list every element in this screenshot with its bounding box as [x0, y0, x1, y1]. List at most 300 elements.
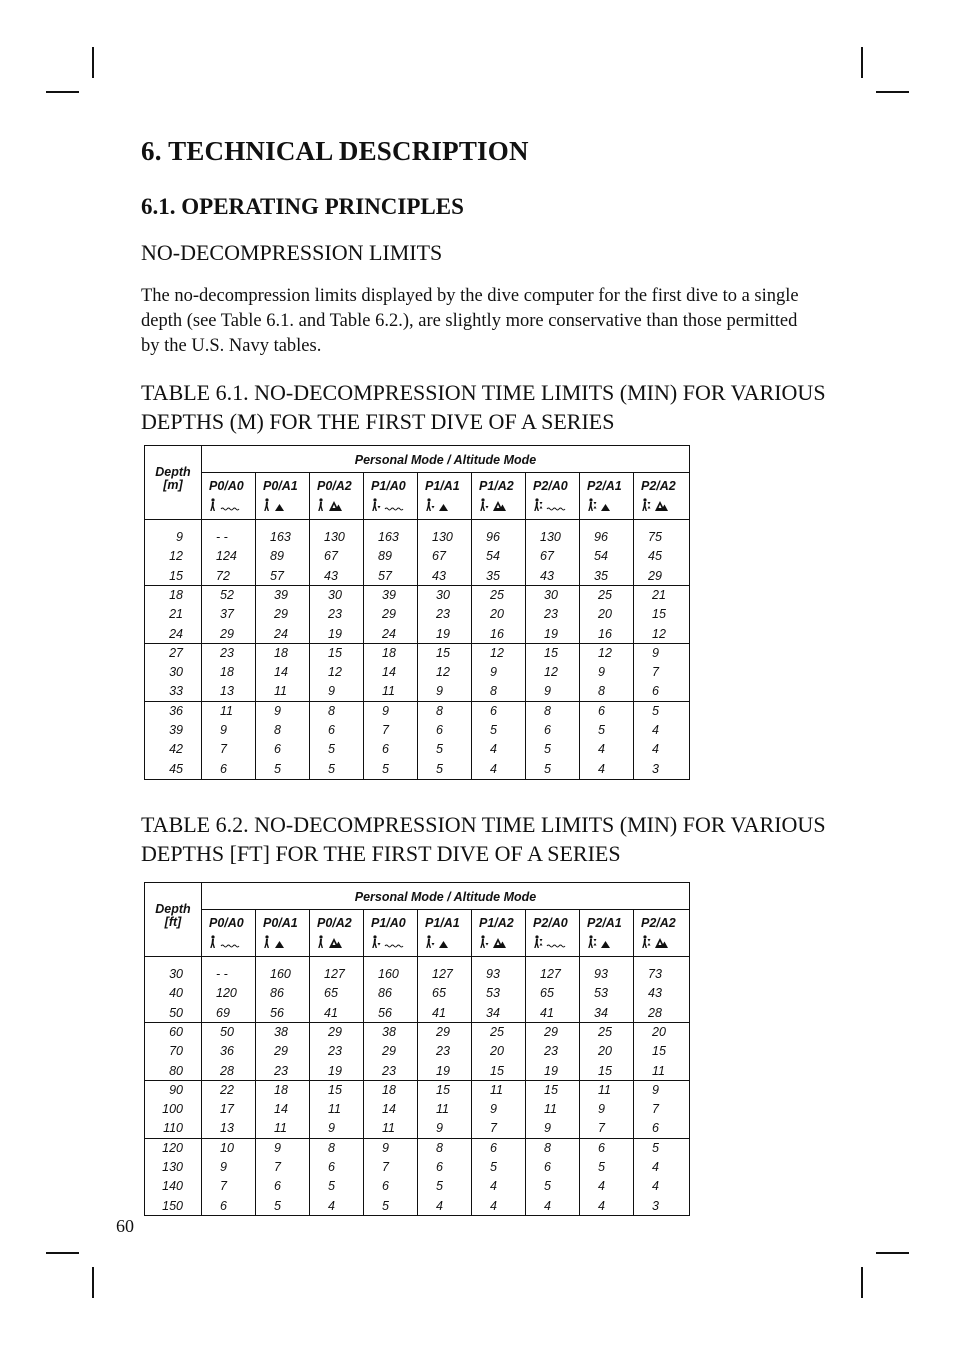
table-cell: 9 [220, 723, 227, 737]
diver-p2-icon [588, 498, 596, 511]
table-cell: 29 [436, 1024, 450, 1039]
table-cell: 20 [490, 1044, 504, 1059]
table-cell: 18 [274, 645, 288, 660]
table-cell: 29 [274, 607, 288, 622]
table-cell: 11 [274, 684, 287, 699]
diver-p2-icon [534, 935, 542, 948]
table-cell: 96 [486, 530, 500, 544]
table-cell: 34 [594, 1005, 608, 1020]
table-cell: 4 [598, 742, 605, 757]
depth-header: [m] [163, 478, 183, 492]
depth-cell: 30 [169, 665, 183, 680]
column-divider [363, 519, 364, 779]
table-cell: 14 [382, 1102, 396, 1117]
diver-p1-icon [426, 935, 434, 948]
table-cell: 25 [598, 587, 612, 602]
depth-cell: 100 [162, 1102, 183, 1117]
table-cell: 53 [486, 986, 500, 1001]
column-header [580, 473, 634, 519]
table-cell: 11 [274, 1121, 287, 1136]
table-cell: 23 [436, 607, 450, 622]
table-cell: 11 [382, 684, 395, 699]
mode-icon [479, 498, 513, 513]
column-header [310, 910, 364, 956]
table-cell: 41 [324, 1005, 338, 1020]
mode-icon [263, 935, 297, 950]
column-divider [633, 519, 634, 779]
depth-header: [ft] [164, 915, 182, 929]
table-cell: 28 [220, 1063, 234, 1078]
chapter-heading: 6. TECHNICAL DESCRIPTION [141, 136, 529, 166]
table-cell: 24 [274, 626, 288, 641]
table-cell: 6 [328, 1160, 335, 1174]
table-cell: 43 [648, 986, 662, 1001]
table-cell: 3 [652, 1198, 659, 1213]
table-cell: 130 [540, 530, 561, 544]
table-cell: 36 [220, 1044, 234, 1059]
table-cell: 65 [540, 986, 554, 1001]
table-cell: 15 [652, 607, 666, 622]
table-cell: 20 [598, 607, 612, 622]
table-cell: 41 [540, 1005, 554, 1020]
table-cell: 5 [436, 1179, 443, 1194]
depth-cell: 18 [169, 587, 183, 602]
table-cell: 6 [328, 723, 335, 737]
table-cell: 5 [544, 1179, 551, 1194]
diver-p2-icon [588, 935, 596, 948]
diver-p0-icon [318, 498, 323, 511]
table-cell: 56 [378, 1005, 392, 1020]
table-cell: 29 [382, 607, 396, 622]
small-mountain-icon [439, 504, 448, 511]
table-cell: 11 [220, 703, 233, 718]
column-header [472, 473, 526, 519]
table-cell: 4 [544, 1198, 551, 1213]
table-cell: 89 [378, 549, 392, 564]
table-cell: 4 [490, 1198, 497, 1213]
table-cell: 11 [490, 1082, 503, 1097]
table-cell: 6 [490, 1140, 497, 1155]
column-header [364, 473, 418, 519]
column-header-label: P0/A1 [263, 916, 298, 930]
table-cell: 93 [486, 967, 500, 981]
table-cell: 53 [594, 986, 608, 1001]
table-cell: 9 [436, 1121, 443, 1136]
depth-cell: 24 [169, 626, 183, 641]
diver-p2-icon [642, 935, 650, 948]
table-cell: 16 [598, 626, 612, 641]
table-cell: 11 [382, 1121, 395, 1136]
column-header-label: P1/A2 [479, 916, 514, 930]
depth-cell: 12 [169, 549, 183, 564]
table-cell: 75 [648, 530, 662, 544]
column-header-label: P0/A2 [317, 479, 352, 493]
table-cell: 7 [652, 665, 659, 680]
column-header-label: P2/A0 [533, 916, 568, 930]
crop-mark [46, 1252, 79, 1254]
column-divider [255, 519, 256, 779]
table-cell: 37 [220, 607, 234, 622]
mode-icon [317, 935, 351, 950]
table-cell: 130 [432, 530, 453, 544]
diver-p1-icon [480, 498, 488, 511]
table-cell: 23 [382, 1063, 396, 1078]
table-cell: 13 [220, 684, 234, 699]
table-cell: 12 [598, 645, 612, 660]
depth-cell: 40 [169, 986, 183, 1001]
column-divider [579, 956, 580, 1215]
table-cell: 9 [274, 703, 281, 718]
diver-p0-icon [264, 935, 269, 948]
table-cell: 5 [274, 761, 281, 776]
table-cell: 29 [220, 626, 234, 641]
sea-level-waves-icon [547, 945, 565, 947]
table-cell: 72 [216, 568, 230, 583]
mode-icon [533, 935, 567, 950]
depth-cell: 140 [162, 1179, 183, 1194]
mode-icon [209, 498, 243, 513]
diver-p1-icon [372, 498, 380, 511]
table-cell: 39 [274, 587, 288, 602]
table-cell: 5 [490, 723, 497, 737]
table1-caption: TABLE 6.1. NO-DECOMPRESSION TIME LIMITS (MIN) FOR VARIOUS DEPTHS (M) FOR THE FIRST DIVE OF A SERIES [141, 380, 826, 434]
table-cell: 21 [652, 587, 666, 602]
table-cell: 4 [652, 742, 659, 757]
table-cell: 15 [436, 1082, 450, 1097]
table-cell: 8 [490, 684, 497, 699]
table-cell: 6 [274, 1179, 281, 1194]
column-header-label: P2/A2 [641, 916, 676, 930]
table-cell: 5 [598, 1160, 605, 1174]
sea-level-waves-icon [385, 945, 403, 947]
column-header [418, 910, 472, 956]
section-heading: 6.1. OPERATING PRINCIPLES [141, 194, 464, 219]
table-cell: 4 [490, 1179, 497, 1194]
table-cell: 9 [652, 645, 659, 660]
subsection-heading: NO-DECOMPRESSION LIMITS [141, 240, 443, 265]
twin-mountain-icon [655, 501, 668, 511]
table-cell: 20 [490, 607, 504, 622]
twin-mountain-icon [493, 938, 506, 948]
mode-icon [533, 498, 567, 513]
table-cell: 28 [648, 1005, 662, 1020]
diver-p1-icon [372, 935, 380, 948]
table-cell: 4 [328, 1198, 335, 1213]
table-cell: 19 [328, 1063, 342, 1078]
table-cell: 6 [382, 742, 389, 757]
crop-mark [861, 1267, 863, 1298]
column-header [256, 910, 310, 956]
table-cell: 86 [270, 986, 284, 1001]
table-cell: 35 [486, 568, 500, 583]
table-cell: 15 [436, 645, 450, 660]
table-cell: 50 [220, 1024, 234, 1039]
table-cell: 6 [382, 1179, 389, 1194]
depth-cell: 90 [169, 1082, 183, 1097]
table-cell: 8 [598, 684, 605, 699]
table-cell: 7 [598, 1121, 605, 1136]
table-cell: 16 [490, 626, 504, 641]
table-cell: 86 [378, 986, 392, 1001]
table-cell: 4 [652, 723, 659, 737]
table-cell: 9 [328, 1121, 335, 1136]
table-cell: 120 [216, 986, 237, 1001]
table-cell: 23 [328, 607, 342, 622]
mode-icon [587, 498, 621, 513]
table-cell: 15 [652, 1044, 666, 1059]
table-cell: 57 [378, 568, 392, 583]
table-cell: 9 [544, 684, 551, 699]
mode-icon [371, 935, 405, 950]
table-cell: 22 [220, 1082, 234, 1097]
depth-cell: 130 [162, 1160, 183, 1174]
table-cell: 12 [490, 645, 504, 660]
mode-icon [371, 498, 405, 513]
table-cell: 5 [652, 1140, 659, 1155]
table-cell: 29 [382, 1044, 396, 1059]
table-cell: 41 [432, 1005, 446, 1020]
table-cell: 38 [274, 1024, 288, 1039]
depth-cell: 33 [169, 684, 183, 699]
depth-cell: 15 [169, 568, 183, 583]
column-divider [363, 956, 364, 1215]
depth-cell: 42 [169, 742, 183, 757]
table-cell: 5 [328, 1179, 335, 1194]
column-divider [417, 519, 418, 779]
table-cell: 160 [378, 967, 399, 981]
depth-cell: 30 [169, 967, 183, 981]
mode-icon [209, 935, 243, 950]
table-cell: 18 [274, 1082, 288, 1097]
table-cell: 130 [324, 530, 345, 544]
table-cell: 9 [490, 665, 497, 680]
table-cell: 15 [544, 645, 558, 660]
table-cell: 9 [382, 703, 389, 718]
mode-icon [641, 498, 675, 513]
table-cell: 23 [544, 1044, 558, 1059]
column-header-label: P2/A1 [587, 916, 622, 930]
table-cell: 89 [270, 549, 284, 564]
table-cell: 14 [274, 1102, 288, 1117]
table-cell: 23 [274, 1063, 288, 1078]
column-header [202, 910, 256, 956]
column-header [580, 910, 634, 956]
crop-mark [46, 91, 79, 93]
depth-cell: 150 [162, 1198, 183, 1213]
depth-cell: 110 [163, 1121, 183, 1136]
table-cell: - - [216, 530, 228, 544]
twin-mountain-icon [655, 938, 668, 948]
mode-icon [641, 935, 675, 950]
table-cell: 23 [328, 1044, 342, 1059]
column-header-label: P1/A0 [371, 479, 406, 493]
table-cell: 43 [432, 568, 446, 583]
column-header-label: P2/A0 [533, 479, 568, 493]
column-divider [417, 956, 418, 1215]
table-cell: 5 [382, 1198, 389, 1213]
column-header [256, 473, 310, 519]
column-divider [255, 956, 256, 1215]
table-cell: 8 [436, 703, 443, 718]
table-cell: 6 [436, 1160, 443, 1174]
column-header-label: P1/A0 [371, 916, 406, 930]
table-cell: 15 [328, 1082, 342, 1097]
sea-level-waves-icon [221, 508, 239, 510]
table-cell: 6 [544, 1160, 551, 1174]
table-cell: 15 [328, 645, 342, 660]
column-header-label: P0/A0 [209, 479, 244, 493]
column-header [472, 910, 526, 956]
table-cell: 5 [436, 761, 443, 776]
table-cell: 19 [328, 626, 342, 641]
table-cell: 9 [544, 1121, 551, 1136]
no-deco-table-meters [144, 445, 690, 780]
table-cell: 9 [652, 1082, 659, 1097]
table-cell: 12 [328, 665, 342, 680]
table-cell: 5 [598, 723, 605, 737]
diver-p2-icon [642, 498, 650, 511]
table-cell: 29 [328, 1024, 342, 1039]
intro-paragraph: The no-decompression limits displayed by the dive computer for the first dive to a single depth (see Table 6.1. and Table 6.2.), are slightly more conservative than those permitted by the U.S. Navy tables. [141, 286, 799, 356]
mode-icon [425, 935, 459, 950]
twin-mountain-icon [329, 938, 342, 948]
diver-p0-icon [210, 935, 215, 948]
header-rule [145, 519, 689, 520]
table-cell: 4 [490, 742, 497, 757]
table-cell: 20 [652, 1024, 666, 1039]
table-cell: 56 [270, 1005, 284, 1020]
crop-mark [876, 1252, 909, 1254]
column-divider [471, 956, 472, 1215]
table-cell: 5 [328, 742, 335, 757]
crop-mark [92, 1267, 94, 1298]
small-mountain-icon [601, 941, 610, 948]
column-header-label: P1/A2 [479, 479, 514, 493]
table-cell: 9 [598, 1102, 605, 1117]
table-cell: 4 [598, 761, 605, 776]
sea-level-waves-icon [547, 508, 565, 510]
sea-level-waves-icon [221, 945, 239, 947]
table-cell: 65 [324, 986, 338, 1001]
table-cell: - - [216, 967, 228, 981]
table-cell: 6 [220, 761, 227, 776]
table-cell: 20 [598, 1044, 612, 1059]
table-cell: 12 [544, 665, 558, 680]
table-cell: 4 [652, 1160, 659, 1174]
table-cell: 127 [540, 967, 561, 981]
table-cell: 13 [220, 1121, 234, 1136]
column-divider [525, 956, 526, 1215]
table-cell: 4 [598, 1198, 605, 1213]
column-header [526, 473, 580, 519]
table-cell: 9 [328, 684, 335, 699]
column-divider [579, 519, 580, 779]
diver-p1-icon [426, 498, 434, 511]
table-cell: 30 [328, 587, 342, 602]
table-cell: 6 [490, 703, 497, 718]
crop-mark [92, 47, 94, 78]
table-cell: 9 [490, 1102, 497, 1117]
column-divider [309, 519, 310, 779]
table-cell: 29 [648, 568, 662, 583]
table-cell: 9 [382, 1140, 389, 1155]
column-header [364, 910, 418, 956]
table-cell: 23 [220, 645, 234, 660]
table-cell: 43 [540, 568, 554, 583]
table-cell: 6 [274, 742, 281, 757]
table-cell: 6 [598, 1140, 605, 1155]
small-mountain-icon [275, 504, 284, 511]
table-cell: 11 [598, 1082, 611, 1097]
column-divider [633, 956, 634, 1215]
table-cell: 7 [220, 1179, 227, 1194]
table-cell: 93 [594, 967, 608, 981]
table-cell: 54 [594, 549, 608, 564]
small-mountain-icon [439, 941, 448, 948]
column-header [418, 473, 472, 519]
depth-cell: 120 [162, 1140, 183, 1155]
table-cell: 18 [220, 665, 234, 680]
table-cell: 5 [382, 761, 389, 776]
header-rule [145, 956, 689, 957]
table-cell: 67 [432, 549, 446, 564]
page-number: 60 [116, 1216, 134, 1236]
table-cell: 5 [652, 703, 659, 718]
table-cell: 8 [436, 1140, 443, 1155]
table-cell: 18 [382, 645, 396, 660]
diver-p1-icon [480, 935, 488, 948]
table-cell: 124 [216, 549, 237, 564]
table-cell: 10 [220, 1140, 234, 1155]
table-cell: 7 [220, 742, 227, 757]
table-cell: 5 [436, 742, 443, 757]
table-cell: 29 [544, 1024, 558, 1039]
table-cell: 6 [220, 1198, 227, 1213]
column-header-label: P1/A1 [425, 916, 460, 930]
diver-p0-icon [210, 498, 215, 511]
depth-cell: 80 [169, 1063, 183, 1078]
table-cell: 24 [382, 626, 396, 641]
mode-header: Personal Mode / Altitude Mode [202, 446, 689, 473]
depth-cell: 27 [169, 645, 183, 660]
twin-mountain-icon [329, 501, 342, 511]
table-cell: 57 [270, 568, 284, 583]
table-cell: 160 [270, 967, 291, 981]
column-header-label: P0/A2 [317, 916, 352, 930]
column-header [634, 910, 687, 956]
table-cell: 30 [436, 587, 450, 602]
table-cell: 4 [490, 761, 497, 776]
depth-cell: 60 [169, 1024, 183, 1039]
mode-icon [263, 498, 297, 513]
table-cell: 4 [436, 1198, 443, 1213]
table-cell: 19 [436, 626, 450, 641]
column-header-label: P2/A1 [587, 479, 622, 493]
table-cell: 8 [274, 723, 281, 737]
depth-cell: 50 [169, 1005, 183, 1020]
crop-mark [861, 47, 863, 78]
table-cell: 7 [382, 1160, 389, 1174]
table-cell: 67 [324, 549, 338, 564]
depth-header: Depth [155, 465, 191, 479]
table-cell: 15 [544, 1082, 558, 1097]
table-cell: 7 [274, 1160, 281, 1174]
table-cell: 17 [220, 1102, 234, 1117]
column-header-label: P0/A1 [263, 479, 298, 493]
table-cell: 11 [652, 1063, 665, 1078]
table-cell: 14 [274, 665, 288, 680]
depth-cell: 9 [176, 530, 183, 544]
